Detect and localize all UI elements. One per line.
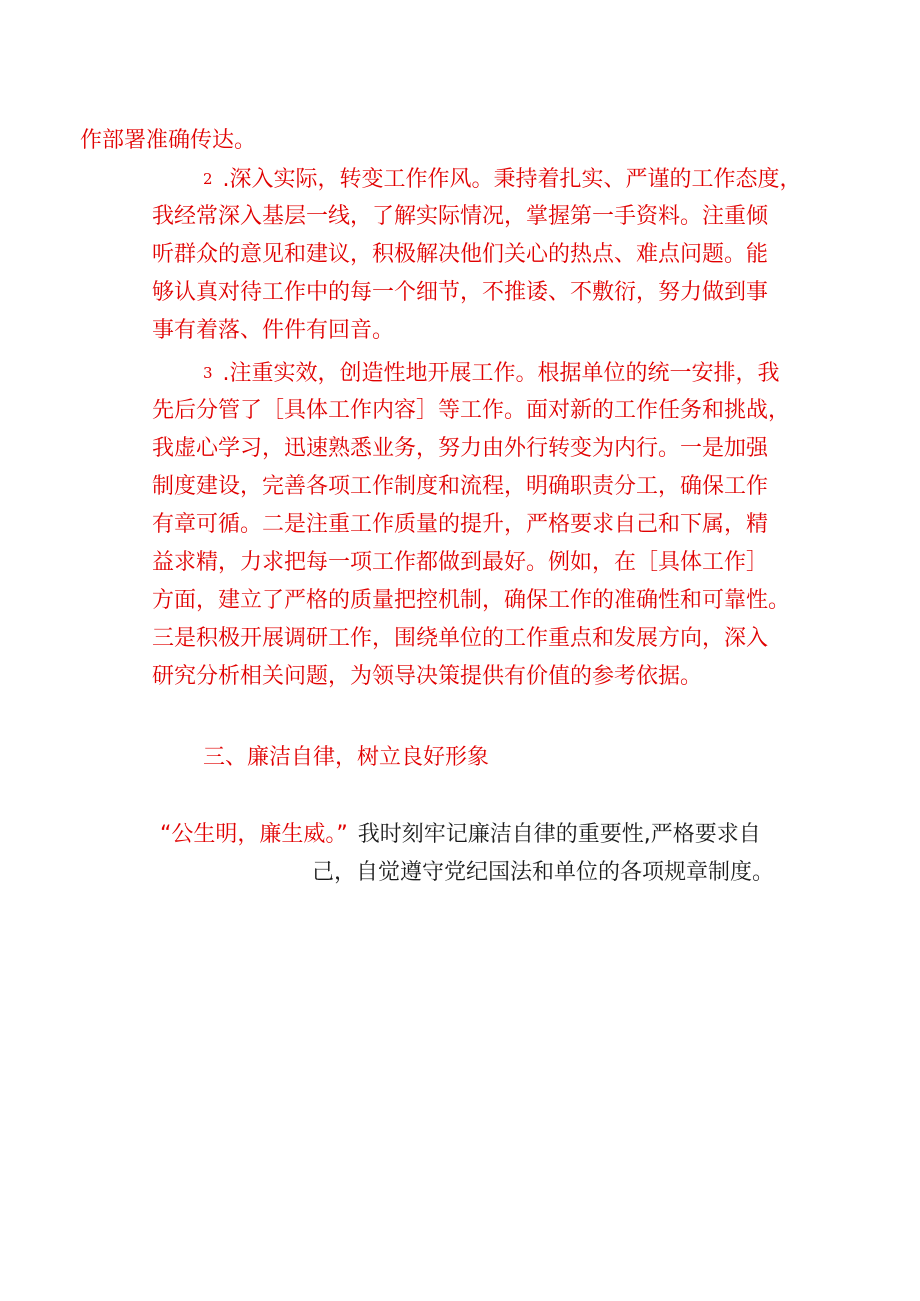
paragraph-3-line-7: 方面，建立了严格的质量把控机制，确保工作的准确性和可靠性。 (152, 588, 791, 613)
paragraph-2-number: 2 (203, 170, 213, 188)
paragraph-3-line-1: .注重实效，创造性地开展工作。根据单位的统一安排，我 (222, 361, 780, 386)
paragraph-3-line-9: 研究分析相关问题，为领导决策提供有价值的参考依据。 (152, 664, 703, 689)
paragraph-3-line-3: 我虚心学习，迅速熟悉业务，努力由外行转变为内行。一是加强 (152, 436, 769, 461)
paragraph-2-line-3: 听群众的意见和建议，积极解决他们关心的热点、难点问题。能 (152, 242, 769, 267)
quote-rest-line-2: 己，自觉遵守党纪国法和单位的各项规章制度。 (312, 860, 775, 885)
paragraph-3-line-5: 有章可循。二是注重工作质量的提升，严格要求自己和下属，精 (152, 512, 769, 537)
paragraph-2-line-4: 够认真对待工作中的每一个细节，不推诿、不敷衍，努力做到事 (152, 280, 769, 305)
paragraph-2-line-5: 事有着落、件件有回音。 (152, 318, 395, 343)
quote-text: “公生明，廉生威。” (160, 822, 348, 847)
paragraph-3-line-4: 制度建设，完善各项工作制度和流程，明确职责分工，确保工作 (152, 474, 769, 499)
paragraph-2-line-1: .深入实际，转变工作作风。秉持着扎实、严谨的工作态度， (222, 167, 802, 192)
section-heading: 三、廉洁自律，树立良好形象 (203, 745, 490, 770)
paragraph-3-line-6: 益求精，力求把每一项工作都做到最好。例如，在［具体工作］ (152, 550, 769, 575)
paragraph-3-line-8: 三是积极开展调研工作，围绕单位的工作重点和发展方向，深入 (152, 626, 769, 651)
paragraph-2-line-2: 我经常深入基层一线，了解实际情况，掌握第一手资料。注重倾 (152, 204, 769, 229)
quote-rest-line-1: 我时刻牢记廉洁自律的重要性,严格要求自 (357, 822, 761, 847)
paragraph-1-tail: 作部署准确传达。 (80, 128, 257, 153)
paragraph-3-number: 3 (203, 364, 213, 382)
paragraph-3-line-2: 先后分管了［具体工作内容］等工作。面对新的工作任务和挑战， (152, 398, 791, 423)
